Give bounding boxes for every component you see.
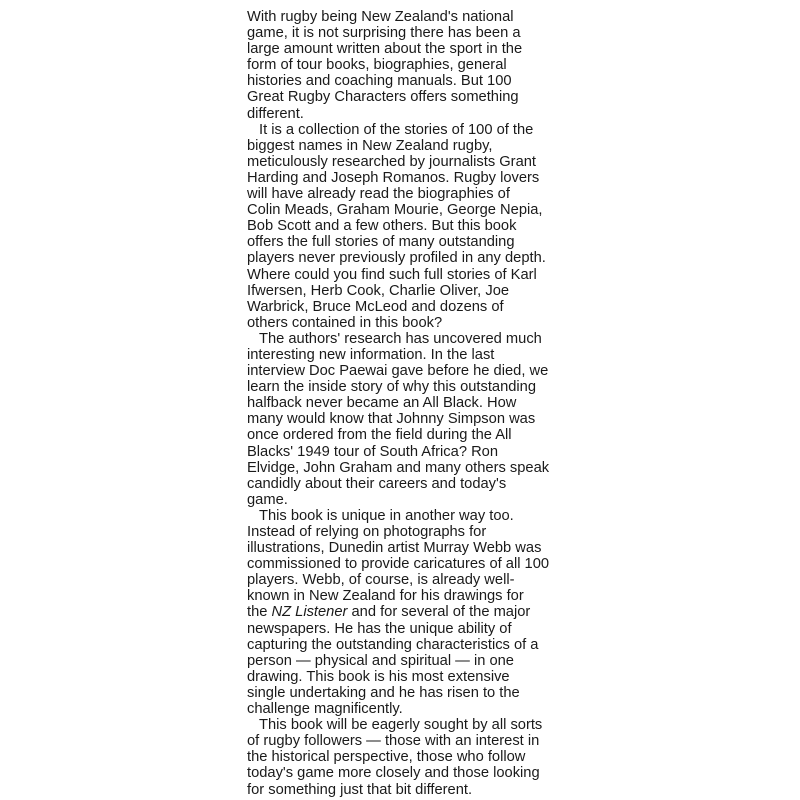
text-line: Great Rugby Characters offers something — [247, 89, 519, 106]
text-line: newspapers. He has the unique ability of — [247, 620, 512, 637]
text-line: Colin Meads, Graham Mourie, George Nepia, — [247, 202, 543, 219]
paragraph-5 — [247, 717, 567, 797]
text-line: It is a collection of the stories of 100 of the — [259, 121, 534, 138]
text-line: halfback never became an All Black. How — [247, 395, 517, 412]
text-line: players never previously profiled in any depth. — [247, 250, 546, 267]
text-line: With rugby being New Zealand's national — [247, 9, 514, 25]
paragraph-4 — [247, 508, 567, 717]
text-line: the historical perspective, those who follow — [247, 749, 526, 766]
text-line: Ifwersen, Herb Cook, Charlie Oliver, Joe — [247, 282, 510, 299]
text-line: Warbrick, Bruce McLeod and dozens of — [247, 298, 504, 315]
text-line: for something just that bit different. — [247, 781, 473, 798]
text-line: large amount written about the sport in the — [247, 41, 523, 58]
text-line: This book is unique in another way too. — [259, 507, 514, 524]
text-line: form of tour books, biographies, general — [247, 57, 507, 74]
text-line: Instead of relying on photographs for — [247, 524, 487, 540]
text-line: Elvidge, John Graham and many others speak — [247, 459, 550, 476]
text-line: Blacks' 1949 tour of South Africa? Ron — [247, 443, 499, 460]
text-line: learn the inside story of why this outstanding — [247, 379, 537, 396]
text-line: commissioned to provide caricatures of all 100 — [247, 556, 550, 573]
text-line: game. — [247, 491, 288, 508]
text-line: illustrations, Dunedin artist Murray Webb was — [247, 540, 542, 557]
text-line: histories and coaching manuals. But 100 — [247, 73, 512, 90]
text-line: today's game more closely and those looking — [247, 765, 540, 782]
paragraph-1 — [247, 9, 567, 122]
text-line: Harding and Joseph Romanos. Rugby lovers — [247, 169, 540, 186]
text-line: meticulously researched by journalists Grant — [247, 153, 536, 170]
text-fragment: the — [247, 604, 272, 621]
text-line: of rugby followers — those with an interest in — [247, 733, 540, 750]
paragraph-3 — [247, 331, 567, 508]
text-line: players. Webb, of course, is already well- — [247, 572, 515, 589]
text-line: will have already read the biographies of — [247, 186, 510, 203]
text-line-with-italic-title — [247, 604, 567, 620]
publication-title: NZ Listener — [271, 604, 348, 621]
text-line: drawing. This book is his most extensive — [247, 668, 510, 685]
text-line: interesting new information. In the last — [247, 346, 495, 363]
text-line: candidly about their careers and today's — [247, 475, 507, 492]
paragraph-2 — [247, 122, 567, 331]
text-line: others contained in this book? — [247, 314, 443, 331]
text-fragment: and for several of the major — [347, 604, 531, 621]
text-line: This book will be eagerly sought by all sorts — [259, 717, 543, 734]
text-line: person — physical and spiritual — in one — [247, 652, 514, 669]
text-line: interview Doc Paewai gave before he died, we — [247, 363, 549, 380]
text-line: different. — [247, 105, 304, 122]
text-line: capturing the outstanding characteristics of a — [247, 636, 539, 653]
text-line: The authors' research has uncovered much — [259, 330, 542, 347]
text-line: many would know that Johnny Simpson was — [247, 411, 536, 428]
text-line: Bob Scott and a few others. But this book — [247, 218, 517, 235]
text-line: known in New Zealand for his drawings for — [247, 588, 524, 605]
text-line: offers the full stories of many outstanding — [247, 234, 515, 251]
text-line: once ordered from the field during the All — [247, 427, 512, 444]
text-line: biggest names in New Zealand rugby, — [247, 137, 493, 154]
text-line: challenge magnificently. — [247, 701, 403, 718]
text-line: game, it is not surprising there has been a — [247, 25, 521, 42]
text-line: Where could you find such full stories of Karl — [247, 266, 537, 283]
text-line: single undertaking and he has risen to the — [247, 684, 520, 701]
blurb-text-column — [247, 9, 567, 798]
